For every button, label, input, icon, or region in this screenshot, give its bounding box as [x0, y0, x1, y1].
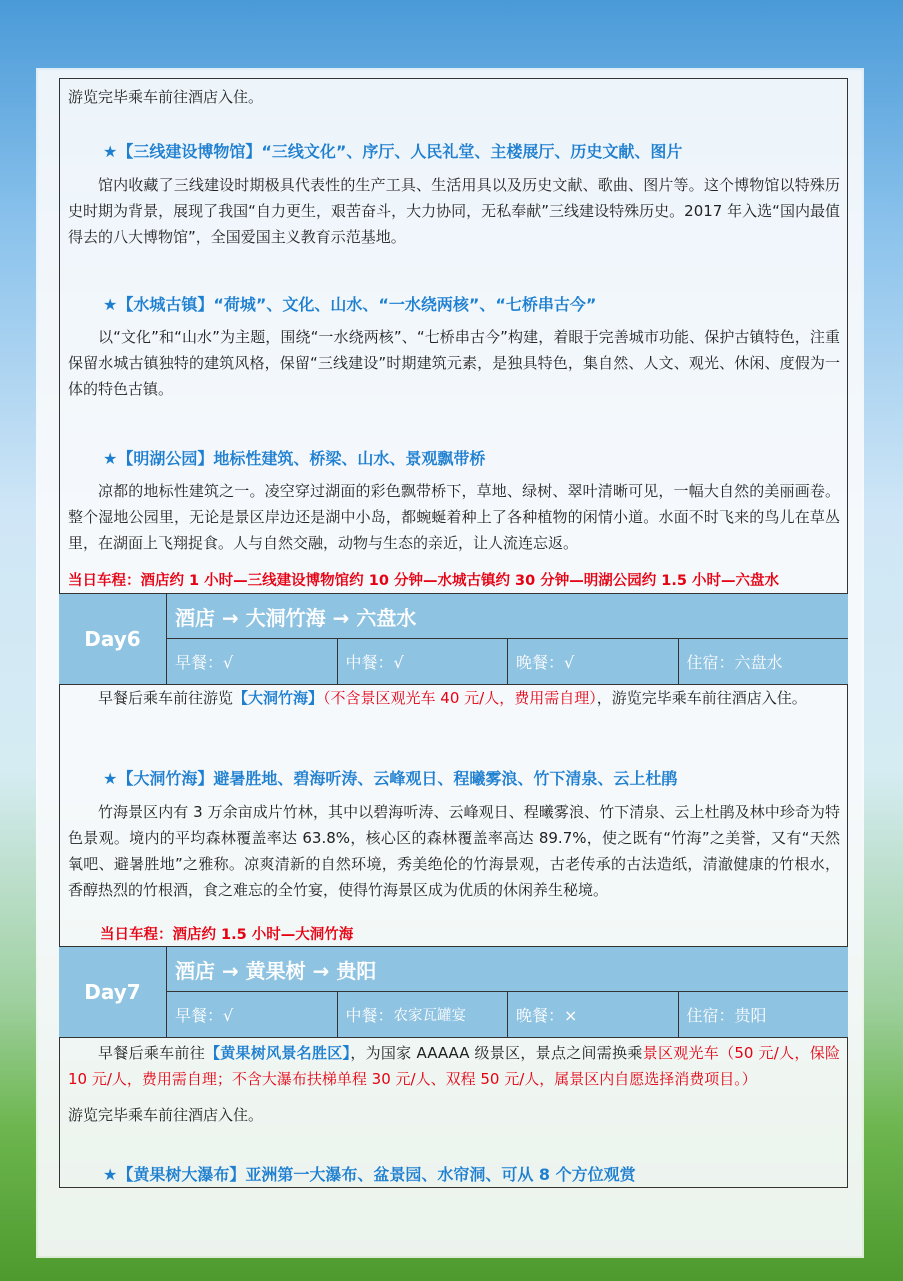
- day7-accommodation: 住宿：贵阳: [686, 1006, 767, 1025]
- bamboo-sea-description: 竹海景区内有 3 万余亩成片竹林，其中以碧海听涛、云峰观日、程曦雾浪、竹下清泉、云上杜鹃及林中珍奇为特色景观。境内的平均森林覆盖率达 63.8%，核心区的森林覆盖率高达 89.7%，使之既有“竹海”之美誉，又有“天然氧吧、避暑胜地”之雅称。凉爽清新的自然环境，秀美绝伦的竹海景观，古老传承的古法造纸，清澈健康的竹根水，香醇热烈的竹根酒，食之难忘的全竹宴，使得竹海景区成为优质的休闲养生秘境。: [68, 803, 840, 899]
- minghu-park-heading: ★【明湖公园】地标性建筑、桥梁、山水、景观飘带桥: [103, 449, 486, 468]
- museum-heading: ★【三线建设博物馆】“三线文化”、序厅、人民礼堂、主楼展厅、历史文献、图片: [103, 142, 683, 161]
- day7-intro-paragraph: [68, 1040, 840, 1092]
- day7-lunch-label: 中餐：: [345, 1006, 394, 1025]
- day6-lunch: 中餐：√: [338, 639, 509, 684]
- day7-dinner: 晚餐：×: [508, 992, 679, 1037]
- day7-fee-note: 景区观光车（50 元/人，保险 10 元/人，费用需自理；不含大瀑布扶梯单程 30 元/人、双程 50 元/人，属景区内自愿选择消费项目。）: [68, 1044, 840, 1088]
- day7-intro-end: 游览完毕乘车前往酒店入住。: [68, 1106, 264, 1124]
- day6-meals-row: [167, 639, 848, 684]
- day7-header-table: [59, 946, 848, 1038]
- minghu-park-description: 凉都的地标性建筑之一。凌空穿过湖面的彩色飘带桥下，草地、绿树、翠叶清晰可见，一幅大自然的美丽画卷。整个湿地公园里，无论是景区岸边还是湖中小岛，都蜿蜒着种上了各种植物的闲情小道。水面不时飞来的鸟儿在草丛里，在湖面上飞翔捉食。人与自然交融，动物与生态的亲近，让人流连忘返。: [68, 482, 840, 552]
- day6-breakfast: 早餐：√: [167, 639, 338, 684]
- intro-end-text: 游览完毕乘车前往酒店入住。: [68, 88, 264, 106]
- day6-intro-text: 早餐后乘车前往游览: [98, 689, 234, 707]
- day6-intro-paragraph: [68, 685, 840, 711]
- day6-drive-summary: 当日车程：酒店约 1.5 小时—大洞竹海: [100, 927, 354, 943]
- bamboo-sea-heading: ★【大洞竹海】避暑胜地、碧海听涛、云峰观日、程曦雾浪、竹下清泉、云上杜鹃: [103, 769, 678, 788]
- museum-description: 馆内收藏了三线建设时期极具代表性的生产工具、生活用具以及历史文献、歌曲、图片等。这个博物馆以特殊历史时期为背景，展现了我国“自力更生，艰苦奋斗，大力协同，无私奉献”三线建设特殊历史。2017 年入选“国内最值得去的八大博物馆”，全国爱国主义教育示范基地。: [68, 176, 840, 246]
- day6-header-table: [59, 593, 848, 685]
- old-town-description: 以“文化”和“山水”为主题，围绕“一水绕两核”、“七桥串古今”构建，着眼于完善城市功能、保护古镇特色，注重保留水城古镇独特的建筑风格，保留“三线建设”时期建筑元素，是独具特色，集自然、人文、观光、休闲、度假为一体的特色古镇。: [68, 328, 840, 398]
- day7-scenic-level: ，为国家 AAAAA 级景区，景点之间需换乘: [350, 1044, 643, 1062]
- day6-scenic-name: 【大洞竹海】: [233, 689, 324, 707]
- day7-lunch: [338, 992, 509, 1037]
- day6-fee-note: （不含景区观光车 40 元/人，费用需自理）: [323, 689, 597, 707]
- day6-intro-end: ，游览完毕乘车前往酒店入住。: [596, 689, 807, 707]
- day6-accommodation: 住宿：六盘水: [686, 653, 783, 672]
- day7-route: 酒店 → 黄果树 → 贵阳: [167, 947, 848, 992]
- day7-lunch-value: 农家瓦罐宴: [393, 1008, 467, 1024]
- day7-breakfast: 早餐：√: [167, 992, 338, 1037]
- old-town-heading: ★【水城古镇】“荷城”、文化、山水、“一水绕两核”、“七桥串古今”: [103, 295, 597, 314]
- day6-route: 酒店 → 大洞竹海 → 六盘水: [167, 594, 848, 639]
- day7-intro-text: 早餐后乘车前往: [98, 1044, 205, 1062]
- day7-label: Day7: [59, 947, 167, 1037]
- day5-drive-summary: 当日车程：酒店约 1 小时—三线建设博物馆约 10 分钟—水城古镇约 30 分钟—明湖公园约 1.5 小时—六盘水: [68, 573, 780, 589]
- day6-dinner: 晚餐：√: [508, 639, 679, 684]
- day6-label: Day6: [59, 594, 167, 684]
- waterfall-heading: ★【黄果树大瀑布】亚洲第一大瀑布、盆景园、水帘洞、可从 8 个方位观赏: [103, 1165, 636, 1184]
- day7-scenic-name: 【黄果树风景名胜区】: [204, 1044, 351, 1062]
- day7-meals-row: [167, 992, 848, 1037]
